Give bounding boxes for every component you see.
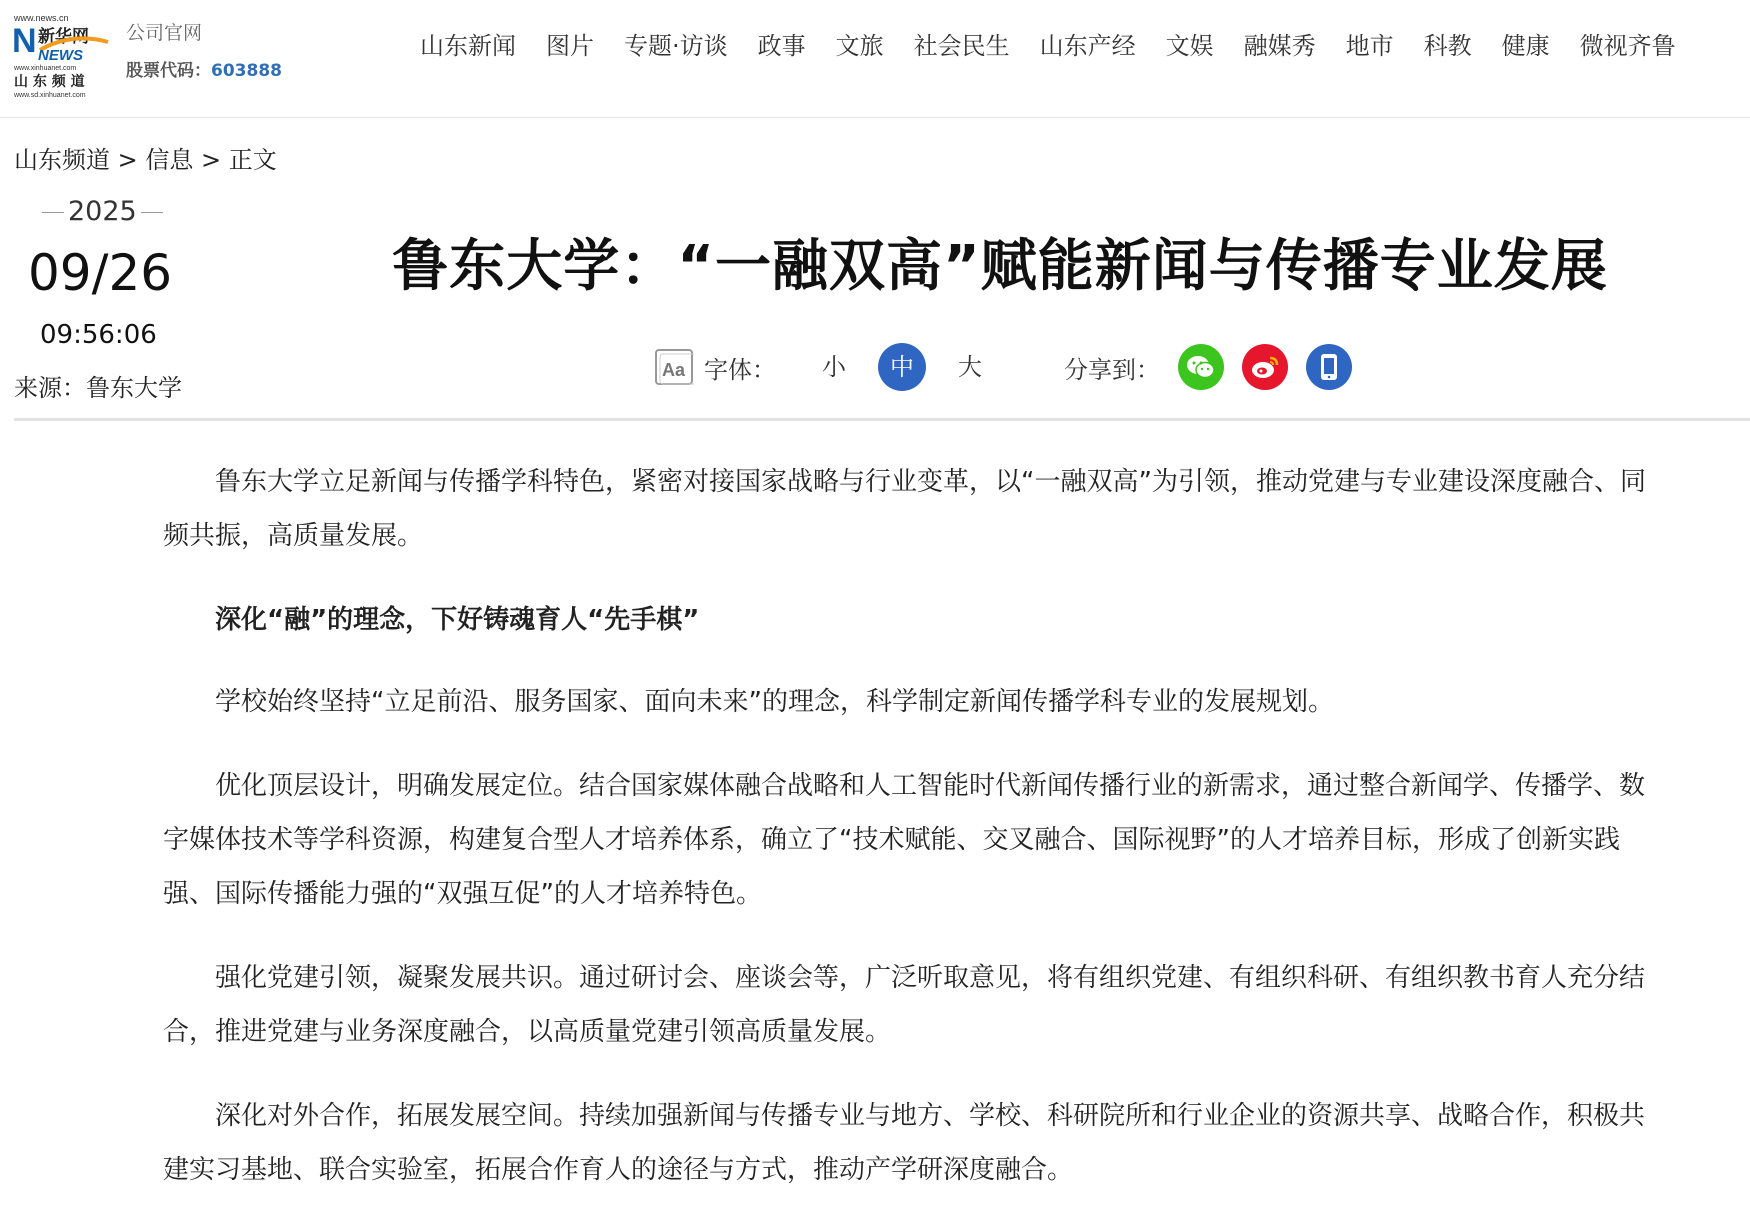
weibo-icon [1250, 354, 1280, 380]
font-size-small[interactable]: 小 [822, 353, 846, 381]
article-subheading: 深化“融”的理念，下好铸魂育人“先手棋” [215, 605, 700, 635]
nav-item-politics[interactable]: 政事 [757, 32, 806, 60]
nav-item-health[interactable]: 健康 [1501, 32, 1550, 60]
article-paragraph: 学校始终坚持“立足前沿、服务国家、面向未来”的理念，科学制定新闻传播学科专业的发展规划。 [215, 687, 1334, 717]
share-mobile-button[interactable] [1306, 344, 1352, 390]
logo-site-url: www.news.cn [14, 13, 69, 23]
logo-brand-cn: 新华网 [38, 27, 89, 47]
logo-url: www.xinhuanet.com [14, 65, 77, 72]
stock-label: 股票代码： [126, 61, 211, 81]
stock-code-value[interactable]: 603888 [211, 61, 282, 81]
nav-item-sci-edu[interactable]: 科教 [1423, 32, 1472, 60]
company-link[interactable]: 公司官网 [126, 22, 203, 44]
nav-item-cities[interactable]: 地市 [1345, 32, 1394, 60]
nav-item-video[interactable]: 微视齐鲁 [1579, 32, 1676, 60]
article-paragraph: 深化对外合作，拓展发展空间。持续加强新闻与传播专业与地方、学校、科研院所和行业企业的资源共享、战略合作，积极共建实习基地、联合实验室，拓展合作育人的途径与方式，推动产学研深度融合。 [163, 1101, 1646, 1185]
article-title: 鲁东大学：“一融双高”赋能新闻与传播专业发展 [392, 234, 1608, 299]
stock-code [126, 56, 282, 81]
font-size-label: 字体： [704, 355, 776, 384]
font-size-medium[interactable]: 中 [878, 343, 926, 391]
nav-item-shandong-news[interactable]: 山东新闻 [420, 32, 516, 60]
logo-url-sd: www.sd.xinhuanet.com [14, 92, 86, 99]
publish-month-day: 09/26 [28, 244, 173, 302]
nav-item-pictures[interactable]: 图片 [546, 32, 594, 60]
logo-channel: 山 东 频 道 [14, 74, 85, 90]
breadcrumb [14, 140, 277, 175]
article-source: 来源：鲁东大学 [14, 374, 182, 402]
mobile-icon [1318, 352, 1340, 382]
nav-item-topics-interviews[interactable]: 专题·访谈 [624, 32, 728, 60]
article-toolbar [654, 342, 1370, 392]
breadcrumb-channel[interactable]: 山东频道 [14, 146, 110, 174]
breadcrumb-separator: > [117, 146, 138, 174]
svg-text:Aa: Aa [662, 360, 686, 380]
nav-item-media-show[interactable]: 融媒秀 [1243, 32, 1316, 60]
article-paragraph: 鲁东大学立足新闻与传播学科特色，紧密对接国家战略与行业变革，以“一融双高”为引领，推动党建与专业建设深度融合、同频共振，高质量发展。 [163, 467, 1646, 551]
nav-item-economy[interactable]: 山东产经 [1039, 32, 1136, 60]
article-paragraph: 强化党建引领，凝聚发展共识。通过研讨会、座谈会等，广泛听取意见，将有组织党建、有组织科研、有组织教书育人充分结合，推进党建与业务深度融合，以高质量党建引领高质量发展。 [163, 963, 1646, 1047]
breadcrumb-current: 正文 [228, 146, 277, 174]
share-weibo-button[interactable] [1242, 344, 1288, 390]
breadcrumb-separator: > [201, 146, 222, 174]
svg-text:N: N [12, 22, 37, 60]
share-label: 分享到： [1064, 355, 1160, 384]
nav-item-society[interactable]: 社会民生 [913, 32, 1010, 60]
publish-year: 2025 [38, 196, 167, 227]
font-size-icon [654, 348, 694, 386]
site-header [0, 0, 1750, 118]
breadcrumb-info[interactable]: 信息 [145, 146, 194, 174]
font-size-large[interactable]: 大 [958, 353, 982, 381]
article-body [163, 455, 1653, 1227]
share-wechat-button[interactable] [1178, 344, 1224, 390]
xinhua-logo-icon[interactable] [12, 12, 112, 102]
nav-item-entertainment[interactable]: 文娱 [1165, 32, 1214, 60]
logo-brand-en: NEWS [38, 47, 83, 64]
publish-time: 09:56:06 [40, 320, 157, 350]
article-paragraph: 优化顶层设计，明确发展定位。结合国家媒体融合战略和人工智能时代新闻传播行业的新需求，通过整合新闻学、传播学、数字媒体技术等学科资源，构建复合型人才培养体系，确立了“技术赋能、交叉融合、国际视野”的人才培养目标，形成了创新实践强、国际传播能力强的“双强互促”的人才培养特色。 [163, 771, 1646, 909]
main-nav [420, 26, 1706, 66]
wechat-icon [1186, 354, 1216, 380]
nav-item-culture-tourism[interactable]: 文旅 [835, 32, 884, 60]
title-divider [14, 418, 1750, 421]
